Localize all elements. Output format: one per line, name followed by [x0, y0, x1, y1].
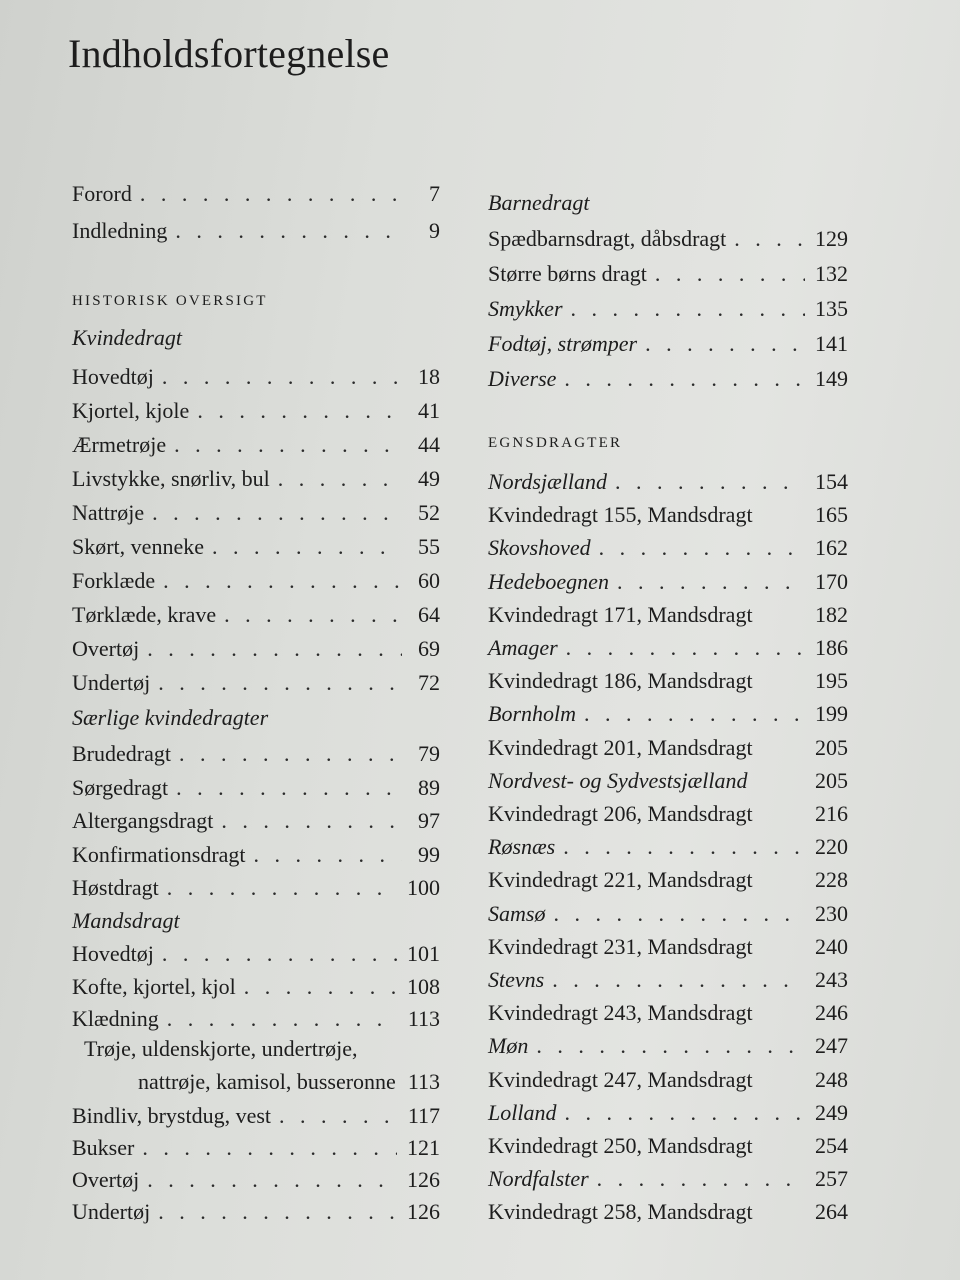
- entry-page: 154: [815, 469, 848, 494]
- entry-label: Bindliv, brystdug, vest: [72, 1103, 272, 1128]
- leader-dots: [174, 428, 402, 462]
- toc-entry: [72, 1002, 440, 1036]
- entry-page: 108: [407, 973, 440, 999]
- entry-page: 205: [815, 767, 848, 793]
- entry-label: Fodtøj, strømper: [488, 331, 638, 356]
- toc-entry: [72, 1099, 440, 1133]
- subheading-kvindedragt: Kvindedragt: [72, 325, 182, 350]
- toc-entry: [488, 1096, 848, 1130]
- leader-dots: [140, 177, 402, 211]
- toc-entry: [72, 970, 440, 1004]
- toc-entry: [488, 565, 848, 599]
- leader-dots: [197, 394, 402, 428]
- entry-label: Kjortel, kjole: [72, 398, 190, 423]
- toc-entry: [72, 771, 440, 805]
- entry-page: 240: [815, 933, 848, 959]
- leader-dots: [162, 360, 402, 394]
- entry-page: 199: [815, 701, 848, 727]
- entry-label: Kofte, kjortel, kjol: [72, 973, 236, 999]
- toc-entry: [488, 465, 848, 499]
- entry-page: 170: [815, 568, 848, 594]
- toc-entry: [488, 731, 848, 765]
- entry-label: Hedeboegnen: [488, 568, 609, 594]
- toc-entry: [488, 664, 848, 698]
- entry-page: 186: [815, 635, 848, 660]
- leader-dots: [655, 257, 805, 291]
- entry-label: Kvindedragt 231, Mandsdragt: [488, 933, 753, 959]
- entry-page: 220: [815, 834, 848, 860]
- toc-entry: [72, 598, 440, 632]
- toc-entry: [488, 598, 848, 632]
- entry-label: Kvindedragt 186, Mandsdragt: [488, 668, 753, 694]
- section-heading-historisk-oversigt: HISTORISK OVERSIGT: [72, 293, 268, 309]
- toc-entry: [488, 930, 848, 964]
- entry-page: 228: [815, 867, 848, 893]
- toc-entry: [488, 1029, 848, 1063]
- leader-dots: [176, 771, 402, 805]
- entry-page: 248: [815, 1066, 848, 1092]
- toc-entry: [488, 1129, 848, 1163]
- toc-entry-troje-line1: [72, 1032, 440, 1066]
- toc-entry: [488, 631, 848, 665]
- leader-dots: [147, 632, 402, 666]
- entry-label: Bornholm: [488, 701, 576, 727]
- toc-entry: [488, 863, 848, 897]
- toc-entry-forord: [72, 177, 440, 211]
- entry-page: 230: [815, 900, 848, 926]
- entry-label: Forklæde: [72, 568, 156, 593]
- toc-entry: [72, 1131, 440, 1165]
- toc-entry: [488, 362, 848, 396]
- leader-dots: [163, 564, 402, 598]
- entry-page: 113: [407, 1069, 440, 1094]
- toc-entry: [488, 1162, 848, 1196]
- entry-page: 216: [815, 801, 848, 826]
- entry-page: 72: [418, 670, 440, 695]
- entry-page: 246: [815, 1000, 848, 1026]
- leader-dots: [254, 838, 402, 872]
- entry-page: 249: [815, 1099, 848, 1125]
- entry-label: Trøje, uldenskjorte, undertrøje,: [84, 1036, 358, 1061]
- leader-dots: [566, 631, 805, 665]
- entry-page: 162: [815, 535, 848, 561]
- toc-entry: [72, 496, 440, 530]
- toc-entry: [72, 937, 440, 971]
- entry-page: 49: [418, 466, 440, 491]
- entry-page: 79: [418, 741, 440, 766]
- entry-label: Livstykke, snørliv, bul: [72, 466, 270, 491]
- leader-dots: [617, 565, 805, 599]
- toc-entry: [72, 871, 440, 905]
- toc-entry: [488, 996, 848, 1030]
- entry-page: 64: [418, 602, 440, 627]
- leader-dots: [175, 214, 402, 248]
- entry-label: Høstdragt: [72, 875, 159, 900]
- entry-page: 60: [418, 568, 440, 593]
- subheading-mandsdragt: Mandsdragt: [72, 908, 180, 933]
- entry-label: Undertøj: [72, 670, 151, 695]
- entry-label: Skovshoved: [488, 535, 591, 561]
- leader-dots: [279, 1099, 398, 1133]
- entry-page: 126: [407, 1167, 440, 1192]
- leader-dots: [158, 1195, 397, 1229]
- entry-label: Nattrøje: [72, 500, 145, 525]
- leader-dots: [221, 804, 402, 838]
- leader-dots: [571, 292, 805, 326]
- entry-label: Kvindedragt 250, Mandsdragt: [488, 1133, 753, 1158]
- subheading-barnedragt: Barnedragt: [488, 190, 590, 215]
- entry-page: 97: [418, 808, 440, 833]
- entry-page: 247: [815, 1033, 848, 1059]
- leader-dots: [584, 697, 805, 731]
- entry-label: Hovedtøj: [72, 941, 154, 966]
- leader-dots: [212, 530, 402, 564]
- entry-page: 141: [815, 331, 848, 356]
- entry-label: Sørgedragt: [72, 774, 169, 800]
- entry-label: Kvindedragt 206, Mandsdragt: [488, 801, 753, 826]
- toc-entry: [488, 697, 848, 731]
- entry-page: 18: [418, 364, 440, 389]
- leader-dots: [278, 462, 402, 496]
- toc-entry: [72, 1195, 440, 1229]
- leader-dots: [162, 937, 397, 971]
- toc-entry-indledning: [72, 214, 440, 248]
- leader-dots: [552, 963, 805, 997]
- entry-page: 264: [815, 1199, 848, 1225]
- entry-page: 182: [815, 601, 848, 627]
- entry-label: Samsø: [488, 900, 546, 926]
- leader-dots: [564, 362, 805, 396]
- toc-entry: [72, 737, 440, 771]
- entry-page: 9: [429, 218, 440, 243]
- leader-dots: [244, 970, 397, 1004]
- entry-label: Undertøj: [72, 1199, 151, 1224]
- entry-label: Diverse: [488, 366, 557, 391]
- leader-dots: [599, 531, 805, 565]
- entry-page: 257: [815, 1166, 848, 1192]
- toc-entry: [488, 257, 848, 291]
- leader-dots: [167, 871, 397, 905]
- entry-label: Møn: [488, 1033, 529, 1059]
- entry-label: Konfirmationsdragt: [72, 841, 246, 867]
- entry-label: Hovedtøj: [72, 364, 154, 389]
- entry-label: Altergangsdragt: [72, 808, 214, 833]
- entry-label: Indledning: [72, 218, 168, 243]
- entry-label: Nordfalster: [488, 1166, 589, 1192]
- entry-label: Spædbarnsdragt, dåbsdragt: [488, 226, 727, 251]
- toc-entry: [488, 292, 848, 326]
- entry-page: 126: [407, 1199, 440, 1224]
- leader-dots: [564, 1096, 805, 1130]
- entry-label: Ærmetrøje: [72, 432, 167, 457]
- entry-label: Skørt, venneke: [72, 534, 204, 559]
- entry-page: 195: [815, 668, 848, 694]
- entry-label: Røsnæs: [488, 834, 556, 860]
- entry-label: Amager: [488, 635, 558, 660]
- entry-page: 44: [418, 432, 440, 457]
- entry-label: nattrøje, kamisol, busseronne: [137, 1069, 396, 1094]
- leader-dots: [597, 1162, 805, 1196]
- entry-label: Kvindedragt 243, Mandsdragt: [488, 1000, 753, 1026]
- entry-page: 100: [407, 875, 440, 900]
- entry-label: Kvindedragt 247, Mandsdragt: [488, 1066, 753, 1092]
- entry-label: Kvindedragt 155, Mandsdragt: [488, 502, 753, 528]
- entry-label: Kvindedragt 201, Mandsdragt: [488, 734, 753, 760]
- toc-entry: [488, 1195, 848, 1229]
- leader-dots: [563, 830, 805, 864]
- entry-page: 41: [418, 398, 440, 423]
- entry-label: Stevns: [488, 967, 545, 992]
- entry-page: 69: [418, 636, 440, 661]
- entry-page: 55: [418, 534, 440, 559]
- leader-dots: [224, 598, 402, 632]
- entry-label: Tørklæde, krave: [72, 602, 217, 627]
- entry-page: 129: [815, 226, 848, 251]
- toc-entry: [488, 797, 848, 831]
- toc-entry: [488, 830, 848, 864]
- entry-label: Lolland: [488, 1099, 557, 1125]
- leader-dots: [142, 1131, 397, 1165]
- toc-entry: [488, 897, 848, 931]
- toc-entry: [72, 632, 440, 666]
- entry-page: 135: [815, 296, 848, 321]
- entry-label: Brudedragt: [72, 741, 171, 766]
- leader-dots: [152, 496, 402, 530]
- entry-label: Klædning: [72, 1006, 159, 1031]
- toc-entry: [72, 360, 440, 394]
- toc-entry: [72, 564, 440, 598]
- entry-page: 243: [815, 967, 848, 992]
- leader-dots: [179, 737, 402, 771]
- entry-page: 101: [407, 941, 440, 966]
- entry-page: 99: [418, 841, 440, 867]
- toc-entry: [488, 498, 848, 532]
- entry-page: 165: [815, 502, 848, 528]
- toc-entry: [488, 531, 848, 565]
- toc-entry: [72, 530, 440, 564]
- leader-dots: [553, 897, 805, 931]
- leader-dots: [645, 327, 805, 361]
- leader-dots: [167, 1002, 398, 1036]
- subheading-saerlige-kvindedragter: Særlige kvindedragter: [72, 705, 269, 730]
- entry-page: 254: [815, 1133, 848, 1158]
- entry-label: Forord: [72, 181, 132, 206]
- leader-dots: [615, 465, 805, 499]
- toc-entry: [488, 1063, 848, 1097]
- toc-entry: [72, 428, 440, 462]
- page-title: Indholdsfortegnelse: [68, 31, 390, 76]
- entry-label: Overtøj: [72, 636, 140, 661]
- entry-page: 149: [815, 366, 848, 391]
- entry-page: 113: [407, 1006, 440, 1031]
- entry-page: 121: [407, 1135, 440, 1160]
- toc-entry: [72, 804, 440, 838]
- toc-entry: [488, 963, 848, 997]
- entry-label: Større børns dragt: [488, 261, 647, 286]
- toc-entry: [72, 462, 440, 496]
- leader-dots: [158, 666, 402, 700]
- entry-label: Nordsjælland: [488, 469, 607, 494]
- toc-entry: [72, 838, 440, 872]
- entry-page: 7: [429, 181, 440, 206]
- toc-entry: [72, 1163, 440, 1197]
- entry-page: 205: [815, 734, 848, 760]
- toc-entry: [72, 394, 440, 428]
- entry-page: 132: [815, 261, 848, 286]
- toc-entry: [488, 327, 848, 361]
- toc-entry: [488, 764, 848, 798]
- entry-page: 89: [418, 774, 440, 800]
- leader-dots: [147, 1163, 397, 1197]
- entry-label: Nordvest- og Sydvestsjælland: [488, 767, 748, 793]
- leader-dots: [734, 222, 805, 256]
- entry-page: 117: [407, 1103, 440, 1128]
- entry-label: Bukser: [72, 1135, 135, 1160]
- entry-label: Kvindedragt 221, Mandsdragt: [488, 867, 753, 893]
- leader-dots: [536, 1029, 805, 1063]
- entry-label: Kvindedragt 258, Mandsdragt: [488, 1199, 753, 1225]
- toc-entry: [488, 222, 848, 256]
- toc-entry-troje-line2: [72, 1065, 440, 1099]
- entry-label: Smykker: [488, 296, 563, 321]
- entry-label: Kvindedragt 171, Mandsdragt: [488, 601, 753, 627]
- entry-page: 52: [418, 500, 440, 525]
- section-heading-egnsdragter: EGNSDRAGTER: [488, 435, 623, 451]
- toc-entry: [72, 666, 440, 700]
- entry-label: Overtøj: [72, 1167, 140, 1192]
